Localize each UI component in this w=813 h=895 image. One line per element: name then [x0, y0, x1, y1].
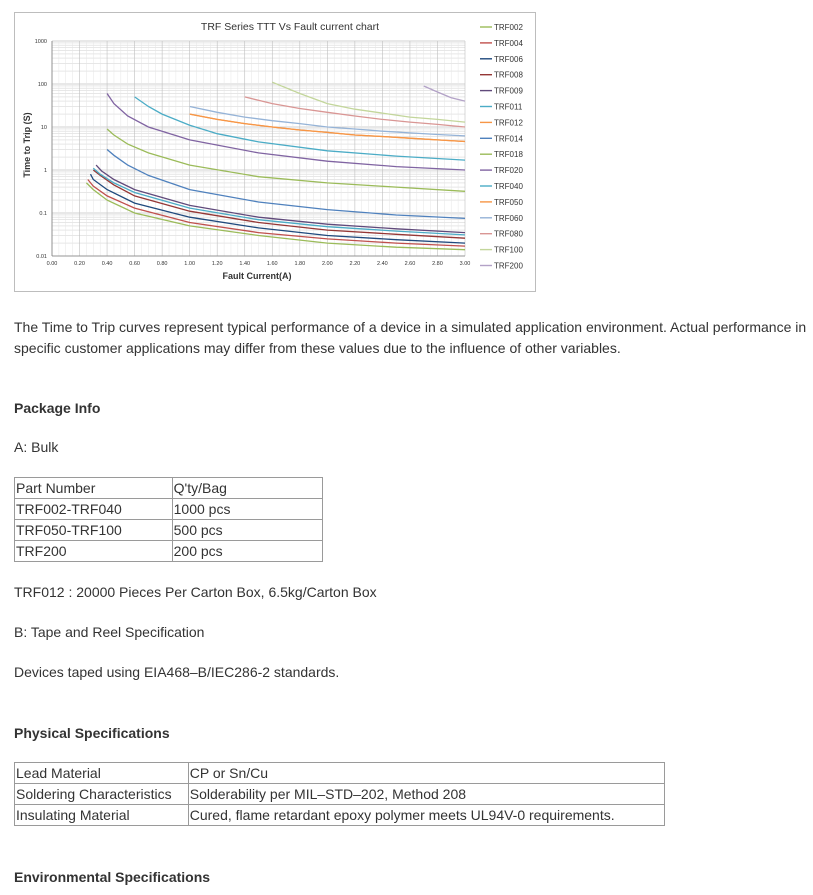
table-cell: 200 pcs: [172, 541, 322, 562]
y-tick-label: 1000: [34, 39, 47, 45]
legend-entry: TRF014: [494, 134, 523, 144]
legend-entry: TRF004: [494, 38, 523, 48]
x-tick-label: 0.80: [156, 261, 168, 267]
legend-entry: TRF100: [494, 245, 523, 255]
x-tick-label: 0.40: [101, 261, 113, 267]
legend-entry: TRF006: [494, 54, 523, 64]
package-table: [14, 477, 323, 562]
table-cell: Part Number: [15, 478, 173, 499]
ttt-note: The Time to Trip curves represent typical performance of a device in a simulated application environment. Actual performance in specific customer applications may differ from these values due to the influence of other variables.: [14, 319, 807, 356]
physical-spec-table: [14, 762, 665, 826]
legend-entry: TRF018: [494, 150, 523, 160]
x-tick-label: 1.00: [184, 261, 196, 267]
x-tick-label: 2.60: [404, 261, 416, 267]
chart-title: TRF Series TTT Vs Fault current chart: [200, 21, 380, 33]
legend-entry: TRF200: [494, 261, 523, 271]
table-cell: 1000 pcs: [172, 499, 322, 520]
legend-entry: TRF002: [494, 23, 523, 32]
table-cell: Insulating Material: [15, 805, 189, 826]
table-row: [15, 805, 665, 826]
legend-entry: TRF020: [494, 166, 523, 176]
bulk-label: A: Bulk: [14, 439, 59, 455]
ttt-chart-svg: [15, 13, 535, 291]
table-cell: TRF050-TRF100: [15, 520, 173, 541]
y-tick-label: 10: [40, 125, 47, 131]
x-tick-label: 2.20: [349, 261, 361, 267]
ttt-chart: [14, 12, 536, 292]
table-cell: Solderability per MIL–STD–202, Method 208: [188, 784, 664, 805]
chart-y-axis-label: Time to Trip (S): [22, 112, 32, 178]
legend-entry: TRF060: [494, 213, 523, 223]
table-row: [15, 763, 665, 784]
table-cell: TRF200: [15, 541, 173, 562]
legend-entry: TRF012: [494, 118, 523, 128]
y-tick-label: 100: [37, 82, 47, 88]
table-cell: Q'ty/Bag: [172, 478, 322, 499]
legend-entry: TRF080: [494, 229, 523, 239]
x-tick-label: 0.20: [74, 261, 85, 267]
x-tick-label: 3.00: [459, 261, 471, 267]
package-info-heading: Package Info: [14, 400, 101, 416]
y-tick-label: 0.01: [36, 254, 47, 260]
physical-spec-heading: Physical Specifications: [14, 725, 170, 741]
table-row: [15, 541, 323, 562]
x-tick-label: 1.60: [266, 261, 278, 267]
x-tick-label: 0.60: [129, 261, 140, 267]
table-row: [15, 478, 323, 499]
table-cell: Lead Material: [15, 763, 189, 784]
x-tick-label: 2.40: [377, 261, 388, 267]
y-tick-label: 0.1: [39, 211, 47, 217]
x-tick-label: 2.80: [432, 261, 443, 267]
table-cell: Soldering Characteristics: [15, 784, 189, 805]
x-tick-label: 2.00: [321, 261, 333, 267]
table-row: [15, 499, 323, 520]
legend-entry: TRF009: [494, 86, 523, 96]
x-tick-label: 1.40: [239, 261, 251, 267]
legend-entry: TRF008: [494, 70, 523, 80]
tape-reel-label: B: Tape and Reel Specification: [14, 624, 205, 640]
table-cell: TRF002-TRF040: [15, 499, 173, 520]
table-cell: Cured, flame retardant epoxy polymer meets UL94V-0 requirements.: [188, 805, 664, 826]
table-cell: 500 pcs: [172, 520, 322, 541]
x-tick-label: 1.80: [294, 261, 306, 267]
chart-x-axis-label: Fault Current(A): [222, 271, 292, 281]
legend-entry: TRF011: [494, 102, 523, 112]
x-tick-label: 0.00: [46, 261, 58, 267]
tape-note: Devices taped using EIA468–B/IEC286-2 standards.: [14, 664, 340, 680]
table-row: [15, 520, 323, 541]
legend-entry: TRF040: [494, 182, 523, 191]
table-cell: CP or Sn/Cu: [188, 763, 664, 784]
legend-entry: TRF050: [494, 197, 523, 207]
environmental-spec-heading: Environmental Specifications: [14, 869, 211, 885]
x-tick-label: 1.20: [211, 261, 223, 267]
carton-note: TRF012 : 20000 Pieces Per Carton Box, 6.5kg/Carton Box: [14, 584, 377, 600]
table-row: [15, 784, 665, 805]
y-tick-label: 1: [43, 168, 47, 174]
